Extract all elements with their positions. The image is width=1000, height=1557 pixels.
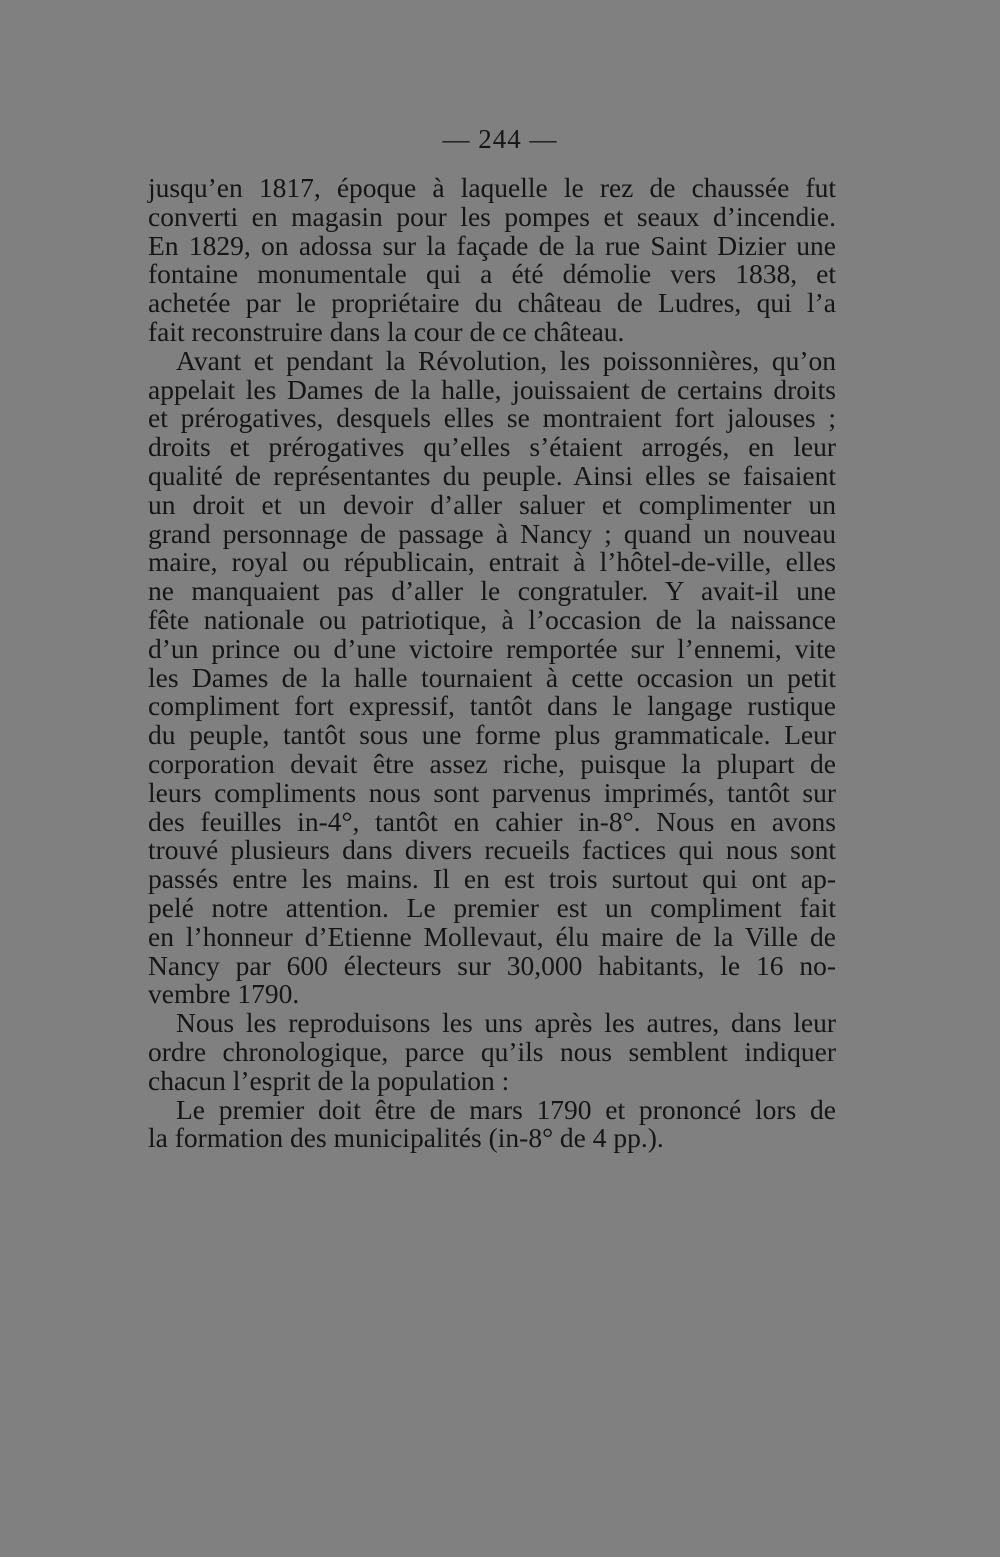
text-line: chacun l’esprit de la population :: [148, 1064, 510, 1096]
text-line: appelait les Dames de la halle, jouissaient de certains droits: [148, 373, 836, 405]
text-line: ne manquaient pas d’aller le congratuler. Y avait-il une: [148, 575, 836, 607]
text-line: jusqu’en 1817, époque à laquelle le rez de chaussée fut: [148, 172, 836, 203]
text-line: Le premier doit être de mars 1790 et prononcé lors de: [176, 1093, 836, 1125]
text-line: passés entre les mains. Il en est trois surtout qui ont ap-: [148, 863, 836, 895]
text-line: pelé notre attention. Le premier est un compliment fait: [148, 891, 836, 923]
text-line: maire, royal ou républicain, entrait à l’hôtel-de-ville, elles: [148, 546, 836, 578]
text-line: les Dames de la halle tournaient à cette occasion un petit: [148, 661, 836, 693]
text-line: compliment fort expressif, tantôt dans le langage rustique: [148, 690, 836, 722]
paragraph-1: [148, 174, 836, 347]
page-number: — 244 —: [442, 124, 558, 154]
text-line: en l’honneur d’Etienne Mollevaut, élu maire de la Ville de: [148, 920, 836, 952]
text-line: grand personnage de passage à Nancy ; quand un nouveau: [148, 517, 836, 549]
text-line: achetée par le propriétaire du château de Ludres, qui l’a: [148, 287, 836, 319]
text-line: ordre chronologique, parce qu’ils nous semblent indiquer: [148, 1035, 836, 1067]
text-line: converti en magasin pour les pompes et seaux d’incendie.: [148, 200, 836, 232]
text-line: leurs compliments nous sont parvenus imprimés, tantôt sur: [148, 776, 836, 808]
body-text: [148, 174, 836, 1153]
paragraph-4: [148, 1093, 836, 1154]
text-line: fontaine monumentale qui a été démolie vers 1838, et: [148, 258, 836, 290]
text-line: la formation des municipalités (in-8° de 4 pp.).: [148, 1122, 664, 1154]
text-line: En 1829, on adossa sur la façade de la rue Saint Dizier une: [148, 229, 836, 261]
text-line: et prérogatives, desquels elles se montraient fort jalouses ;: [148, 402, 836, 434]
text-line: fait reconstruire dans la cour de ce château.: [148, 315, 625, 347]
text-line: des feuilles in-4°, tantôt en cahier in-8°. Nous en avons: [148, 805, 836, 837]
text-line: d’un prince ou d’une victoire remportée sur l’ennemi, vite: [148, 632, 836, 664]
paragraph-3: [148, 1009, 836, 1095]
text-line: corporation devait être assez riche, puisque la plupart de: [148, 747, 836, 779]
text-line: qualité de représentantes du peuple. Ainsi elles se faisaient: [148, 459, 836, 491]
text-line: trouvé plusieurs dans divers recueils factices qui nous sont: [148, 834, 836, 866]
text-line: vembre 1790.: [148, 978, 300, 1010]
text-line: fête nationale ou patriotique, à l’occasion de la naissance: [148, 603, 836, 635]
text-line: Nancy par 600 électeurs sur 30,000 habitants, le 16 no-: [148, 949, 836, 981]
text-line: droits et prérogatives qu’elles s’étaient arrogés, en leur: [148, 431, 836, 463]
text-line: un droit et un devoir d’aller saluer et complimenter un: [148, 488, 836, 520]
text-line: Avant et pendant la Révolution, les poissonnières, qu’on: [176, 344, 836, 376]
text-line: du peuple, tantôt sous une forme plus grammaticale. Leur: [148, 719, 836, 751]
text-line: Nous les reproduisons les uns après les autres, dans leur: [176, 1007, 836, 1039]
paragraph-2: [148, 344, 836, 1010]
